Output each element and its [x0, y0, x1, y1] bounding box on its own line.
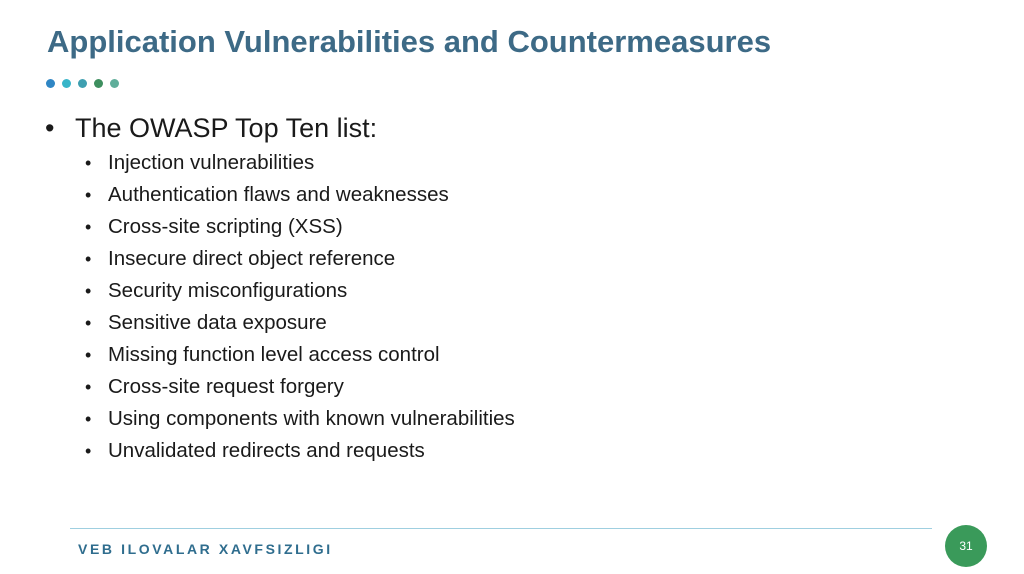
footer-title: VEB ILOVALAR XAVFSIZLIGI [78, 541, 333, 557]
bullet-glyph: • [45, 113, 55, 143]
list-item-text: Security misconfigurations [108, 279, 348, 302]
slide-content [43, 110, 515, 467]
bullet-glyph: • [85, 153, 92, 173]
footer-divider [70, 528, 932, 529]
list-item [85, 403, 515, 435]
list-item-text: Cross-site request forgery [108, 375, 344, 398]
accent-dot-1 [46, 79, 55, 88]
page-number-badge [945, 525, 987, 567]
list-item [85, 435, 515, 467]
list-item [85, 243, 515, 275]
bullet-glyph: • [85, 249, 92, 269]
list-item [85, 179, 515, 211]
main-bullet [43, 110, 515, 146]
bullet-glyph: • [85, 441, 92, 461]
list-item [85, 275, 515, 307]
list-item-text: Cross-site scripting (XSS) [108, 215, 343, 238]
list-item-text: Unvalidated redirects and requests [108, 439, 425, 462]
bullet-glyph: • [85, 217, 92, 237]
list-item-text: Insecure direct object reference [108, 247, 396, 270]
list-item-text: Sensitive data exposure [108, 311, 327, 334]
accent-dot-2 [62, 79, 71, 88]
bullet-glyph: • [85, 409, 92, 429]
list-item [85, 307, 515, 339]
list-item-text: Using components with known vulnerabilities [108, 407, 515, 430]
list-item [85, 371, 515, 403]
main-bullet-text: The OWASP Top Ten list: [75, 113, 378, 143]
bullet-glyph: • [85, 377, 92, 397]
list-item-text: Authentication flaws and weaknesses [108, 183, 449, 206]
sub-bullet-list [43, 147, 515, 467]
accent-dot-5 [110, 79, 119, 88]
list-item-text: Injection vulnerabilities [108, 151, 315, 174]
slide-title: Application Vulnerabilities and Countermeasures [47, 24, 772, 59]
bullet-glyph: • [85, 313, 92, 333]
page-number: 31 [959, 539, 973, 553]
bullet-glyph: • [85, 185, 92, 205]
list-item [85, 147, 515, 179]
list-item [85, 211, 515, 243]
list-item-text: Missing function level access control [108, 343, 440, 366]
bullet-glyph: • [85, 281, 92, 301]
bullet-glyph: • [85, 345, 92, 365]
accent-dot-4 [94, 79, 103, 88]
list-item [85, 339, 515, 371]
accent-dots [46, 79, 119, 88]
accent-dot-3 [78, 79, 87, 88]
